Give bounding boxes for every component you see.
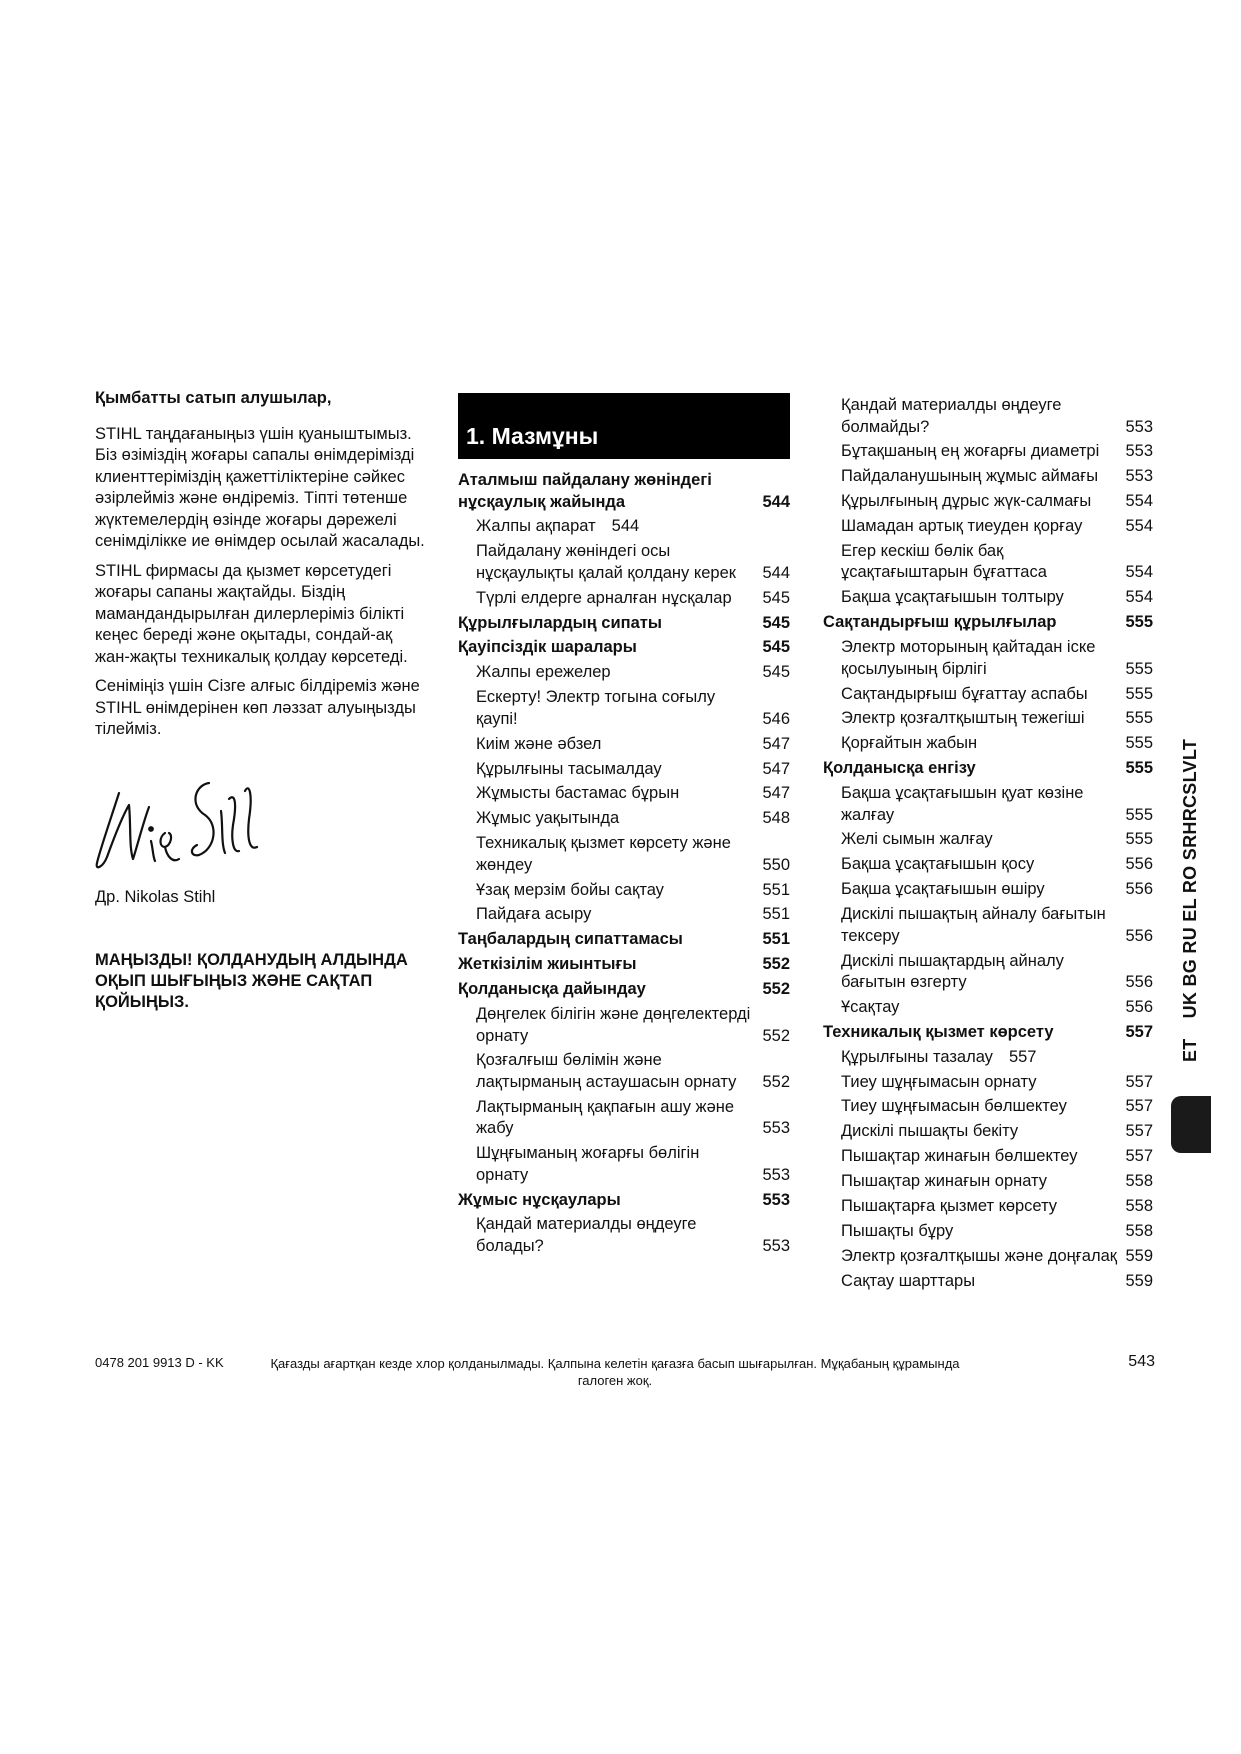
toc-entry-title: Дискілі пышақтардың айналу бағытын өзгерту: [841, 951, 1064, 992]
toc-entry-title: Қандай материалды өңдеуге болмайды?: [841, 396, 1062, 436]
toc-entry-page: 547: [762, 784, 790, 803]
toc-entry-title: Пышақтар жинағын бөлшектеу: [841, 1147, 1078, 1166]
toc-subsection-entry[interactable]: [823, 441, 1153, 463]
toc-subsection-entry[interactable]: [823, 1246, 1153, 1268]
page-number: 543: [1128, 1353, 1155, 1370]
toc-section-entry[interactable]: [458, 954, 790, 976]
toc-subsection-entry[interactable]: [823, 1072, 1153, 1094]
toc-entry-title: Пайдаға асыру: [476, 905, 592, 924]
toc-section-entry[interactable]: [458, 613, 790, 635]
toc-entry-title: Сақтау шарттары: [841, 1271, 976, 1290]
toc-entry-page: 556: [1125, 880, 1153, 899]
toc-subsection-entry[interactable]: [823, 1196, 1153, 1218]
language-current: ET: [1180, 1038, 1200, 1062]
toc-subsection-entry[interactable]: [458, 1050, 790, 1093]
toc-subsection-entry[interactable]: [823, 587, 1153, 609]
toc-section-entry[interactable]: [823, 1022, 1153, 1044]
toc-entry-page: 553: [762, 1119, 790, 1138]
toc-entry-page: 544: [762, 492, 790, 511]
toc-entry-page: 555: [1125, 759, 1153, 778]
toc-entry-title: Қорғайтын жабын: [841, 734, 978, 753]
toc-subsection-entry[interactable]: [823, 1171, 1153, 1193]
toc-entry-title: Электр қозғалтқышы және доңғалақ: [841, 1246, 1117, 1265]
toc-entry-page: 557: [1125, 1022, 1153, 1041]
toc-entry-page: 545: [762, 663, 790, 682]
toc-entry-title: Сақтандырғыш құрылғылар: [823, 613, 1057, 632]
toc-entry-page: 553: [762, 1165, 790, 1184]
toc-entry-title: Таңбалардың сипаттамасы: [458, 930, 683, 949]
toc-entry-title: Сақтандырғыш бұғаттау аспабы: [841, 684, 1088, 703]
toc-entry-page: 557: [1125, 1147, 1153, 1166]
signature: [89, 763, 269, 883]
toc-section-entry[interactable]: [458, 637, 790, 659]
toc-entry-title: Пышақты бұру: [841, 1221, 954, 1240]
toc-entry-title: Киім және әбзел: [476, 734, 602, 753]
toc-entry-title: Бақша ұсақтағышын өшіру: [841, 880, 1045, 899]
toc-entry-page: 557: [1125, 1122, 1153, 1141]
toc-entry-title: Жұмыс уақытында: [476, 809, 620, 828]
toc-entry-title: Ұзақ мерзім бойы сақтау: [476, 880, 664, 899]
toc-subsection-entry[interactable]: [458, 808, 790, 830]
toc-entry-page: 554: [1125, 517, 1153, 536]
toc-subsection-entry[interactable]: [823, 733, 1153, 755]
toc-entry-page: 546: [762, 709, 790, 728]
toc-entry-title: Электр моторының қайтадан іске қосылуының бірлігі: [841, 638, 1096, 678]
toc-subsection-entry[interactable]: [823, 1146, 1153, 1168]
toc-entry-title: Бақша ұсақтағышын қосу: [841, 855, 1035, 874]
toc-entry-title: Қауіпсіздік шаралары: [458, 638, 637, 657]
toc-entry-title: Тиеу шұңғымасын орнату: [841, 1072, 1037, 1091]
toc-entry-page: 550: [762, 855, 790, 874]
toc-entry-page: 557: [1008, 1047, 1037, 1066]
toc-subsection-entry[interactable]: [823, 854, 1153, 876]
toc-entry-page: 557: [1125, 1072, 1153, 1091]
toc-subsection-entry[interactable]: [823, 637, 1153, 680]
toc-subsection-entry[interactable]: [823, 879, 1153, 901]
toc-subsection-entry[interactable]: [823, 1096, 1153, 1118]
toc-list-2: [823, 395, 1153, 1292]
toc-section-entry[interactable]: [458, 1190, 790, 1212]
toc-entry-title: Дискілі пышақты бекіту: [841, 1122, 1019, 1141]
toc-entry-page: 545: [762, 638, 790, 657]
toc-entry-page: 556: [1125, 973, 1153, 992]
toc-entry-page: 553: [1125, 417, 1153, 436]
toc-entry-title: Дөңгелек білігін және дөңгелектерді орнату: [476, 1005, 751, 1045]
toc-entry-page: 558: [1125, 1197, 1153, 1216]
toc-entry-title: Аталмыш пайдалану жөніндегі нұсқаулық жайында: [458, 471, 712, 511]
toc-list-1: [458, 470, 790, 1257]
toc-entry-page: 551: [762, 880, 790, 899]
toc-entry-title: Қолданысқа дайындау: [458, 980, 646, 999]
toc-subsection-entry[interactable]: [458, 833, 790, 876]
letter-greeting: Қымбатты сатып алушылар,: [95, 389, 332, 407]
paper-note: Қағазды ағартқан кезде хлор қолданылмады. Қалпына келетін қағазға басып шығарылған. Мұқабаның құрамында галоген жоқ.: [270, 1356, 960, 1388]
toc-entry-page: 551: [762, 930, 790, 949]
toc-entry-title: Жұмысты бастамас бұрын: [476, 784, 680, 803]
toc-entry-title: Құрылғыны тазалау: [841, 1047, 993, 1066]
toc-entry-title: Техникалық қызмет көрсету: [823, 1022, 1054, 1041]
letter-paragraph: STIHL таңдағаныңыз үшін қуаныштымыз. Біз өзіміздің жоғары сапалы өнімдерімізді клиенттеріміздің қажеттіліктеріне сәйкес әзірлейміз және өндіреміз. Тіпті төтенше жүктемелердің өзінде жоғары дәрежелі сенімділікке ие өнімдер осылай жасалады.: [95, 424, 425, 550]
toc-entry-title: Түрлі елдерге арналған нұсқалар: [476, 588, 732, 607]
toc-subsection-entry[interactable]: [458, 516, 790, 538]
toc-subsection-entry[interactable]: [823, 1047, 1153, 1069]
toc-entry-page: 556: [1125, 926, 1153, 945]
toc-entry-page: 555: [1125, 684, 1153, 703]
toc-entry-title: Ұсақтау: [841, 997, 900, 1016]
toc-subsection-entry[interactable]: [823, 1121, 1153, 1143]
toc-subsection-entry[interactable]: [823, 491, 1153, 513]
toc-entry-page: 551: [762, 905, 790, 924]
toc-subsection-entry[interactable]: [458, 1143, 790, 1186]
toc-entry-title: Құрылғыны тасымалдау: [476, 759, 662, 778]
toc-entry-page: 555: [1125, 613, 1153, 632]
toc-entry-page: 554: [1125, 588, 1153, 607]
toc-subsection-entry[interactable]: [823, 997, 1153, 1019]
toc-entry-page: 556: [1125, 997, 1153, 1016]
toc-entry-page: 553: [762, 1236, 790, 1255]
toc-entry-title: Ескерту! Электр тогына соғылу қаупі!: [476, 688, 716, 728]
toc-entry-title: Шамадан артық тиеуден қорғау: [841, 517, 1083, 536]
toc-entry-title: Жеткізілім жиынтығы: [458, 955, 637, 974]
toc-entry-page: 552: [762, 980, 790, 999]
toc-subsection-entry[interactable]: [458, 880, 790, 902]
toc-subsection-entry[interactable]: [458, 759, 790, 781]
toc-entry-title: Желі сымын жалғау: [841, 830, 993, 849]
toc-subsection-entry[interactable]: [458, 1097, 790, 1140]
letter-column: [95, 388, 425, 1013]
toc-subsection-entry[interactable]: [458, 662, 790, 684]
toc-entry-title: Бақша ұсақтағышын қуат көзіне жалғау: [841, 784, 1084, 824]
toc-subsection-entry[interactable]: [823, 951, 1153, 994]
toc-entry-page: 553: [1125, 442, 1153, 461]
toc-entry-title: Бақша ұсақтағышын толтыру: [841, 588, 1064, 607]
toc-entry-title: Бұтақшаның ең жоғарғы диаметрі: [841, 442, 1100, 461]
toc-entry-page: 554: [1125, 492, 1153, 511]
toc-entry-title: Электр қозғалтқыштың тежегіші: [841, 709, 1085, 728]
toc-entry-title: Жалпы ережелер: [476, 663, 611, 682]
toc-column-2: [823, 395, 1153, 1296]
toc-subsection-entry[interactable]: [823, 1271, 1153, 1293]
toc-entry-page: 555: [1125, 830, 1153, 849]
important-notice: МАҢЫЗДЫ! ҚОЛДАНУДЫҢ АЛДЫНДА ОҚЫП ШЫҒЫҢЫЗ ЖӘНЕ САҚТАП ҚОЙЫҢЫЗ.: [95, 951, 408, 1011]
toc-entry-page: 544: [611, 517, 640, 536]
toc-entry-page: 552: [762, 955, 790, 974]
toc-subsection-entry[interactable]: [458, 687, 790, 730]
toc-entry-page: 555: [1125, 805, 1153, 824]
toc-subsection-entry[interactable]: [823, 708, 1153, 730]
toc-entry-title: Егер кескіш бөлік бақ ұсақтағыштарын бұғаттаса: [841, 541, 1047, 582]
toc-entry-title: Пайдалану жөніндегі осы нұсқаулықты қалай қолдану керек: [476, 542, 736, 582]
toc-entry-title: Лақтырманың қақпағын ашу және жабу: [476, 1097, 735, 1138]
toc-subsection-entry[interactable]: [823, 829, 1153, 851]
toc-entry-page: 555: [1125, 734, 1153, 753]
toc-entry-page: 555: [1125, 709, 1153, 728]
toc-entry-page: 544: [762, 563, 790, 582]
toc-subsection-entry[interactable]: [823, 466, 1153, 488]
toc-entry-page: 553: [762, 1190, 790, 1209]
toc-section-entry[interactable]: [458, 929, 790, 951]
language-list: UK BG RU EL RO SRHRCSLVLT: [1180, 738, 1200, 1019]
toc-entry-page: 553: [1125, 467, 1153, 486]
toc-entry-title: Жұмыс нұсқаулары: [458, 1190, 621, 1209]
toc-entry-page: 559: [1125, 1271, 1153, 1290]
toc-entry-title: Пышақтарға қызмет көрсету: [841, 1197, 1058, 1216]
toc-subsection-entry[interactable]: [823, 541, 1153, 584]
toc-entry-title: Құрылғының дұрыс жүк-салмағы: [841, 492, 1092, 511]
toc-entry-page: 545: [762, 613, 790, 632]
toc-entry-page: 554: [1125, 563, 1153, 582]
toc-section-entry[interactable]: [458, 979, 790, 1001]
toc-entry-page: 547: [762, 734, 790, 753]
toc-entry-title: Жалпы ақпарат: [476, 517, 596, 536]
toc-subsection-entry[interactable]: [458, 1004, 790, 1047]
toc-subsection-entry[interactable]: [458, 1214, 790, 1257]
toc-entry-page: 547: [762, 759, 790, 778]
toc-subsection-entry[interactable]: [823, 684, 1153, 706]
toc-entry-title: Қозғалғыш бөлімін және лақтырманың астаушасын орнату: [476, 1051, 737, 1091]
toc-subsection-entry[interactable]: [823, 783, 1153, 826]
toc-subsection-entry[interactable]: [823, 904, 1153, 947]
toc-entry-page: 557: [1125, 1097, 1153, 1116]
toc-entry-title: Пышақтар жинағын орнату: [841, 1172, 1048, 1191]
toc-entry-page: 556: [1125, 855, 1153, 874]
letter-paragraph: Сеніміңіз үшін Сізге алғыс білдіреміз және STIHL өнімдерінен көп ләззат алуыңызды тілейміз.: [95, 677, 420, 738]
toc-entry-title: Пайдаланушының жұмыс аймағы: [841, 467, 1099, 486]
toc-subsection-entry[interactable]: [823, 516, 1153, 538]
toc-entry-page: 552: [762, 1072, 790, 1091]
toc-entry-page: 545: [762, 588, 790, 607]
toc-column-1: [458, 393, 790, 1261]
toc-subsection-entry[interactable]: [823, 1221, 1153, 1243]
toc-subsection-entry[interactable]: [823, 395, 1153, 438]
toc-entry-title: Қолданысқа енгізу: [823, 759, 976, 778]
toc-entry-page: 552: [762, 1026, 790, 1045]
toc-entry-title: Дискілі пышақтың айналу бағытын тексеру: [841, 905, 1106, 945]
toc-entry-title: Техникалық қызмет көрсету және жөндеу: [476, 834, 731, 874]
letter-paragraph: STIHL фирмасы да қызмет көрсетудегі жоғары сапаны жақтайды. Біздің мамандандырылған дилерлеріміз білікті кеңес береді және оқытады, сондай-ақ жан-жақты техникалық қолдау көрсетеді.: [95, 561, 408, 666]
toc-entry-page: 558: [1125, 1221, 1153, 1240]
toc-section-entry[interactable]: [823, 612, 1153, 634]
toc-subsection-entry[interactable]: [458, 734, 790, 756]
toc-entry-page: 558: [1125, 1172, 1153, 1191]
toc-entry-title: Шұңғыманың жоғарғы бөлігін орнату: [476, 1144, 700, 1184]
toc-title: 1. Мазмұны: [458, 393, 790, 459]
toc-entry-page: 555: [1125, 659, 1153, 678]
toc-section-entry[interactable]: [823, 758, 1153, 780]
toc-entry-title: Қандай материалды өңдеуге болады?: [476, 1215, 697, 1255]
toc-entry-title: Тиеу шұңғымасын бөлшектеу: [841, 1097, 1067, 1116]
toc-subsection-entry[interactable]: [458, 541, 790, 584]
toc-entry-title: Құрылғылардың сипаты: [458, 613, 662, 632]
document-code: 0478 201 9913 D - KK: [95, 1355, 224, 1370]
toc-section-entry[interactable]: [458, 470, 790, 513]
toc-subsection-entry[interactable]: [458, 588, 790, 610]
toc-entry-page: 548: [762, 809, 790, 828]
toc-subsection-entry[interactable]: [458, 783, 790, 805]
current-language-tab-marker: [1171, 1096, 1211, 1153]
toc-subsection-entry[interactable]: [458, 904, 790, 926]
signer-name: Др. Nikolas Stihl: [95, 887, 216, 906]
toc-entry-page: 559: [1125, 1246, 1153, 1265]
